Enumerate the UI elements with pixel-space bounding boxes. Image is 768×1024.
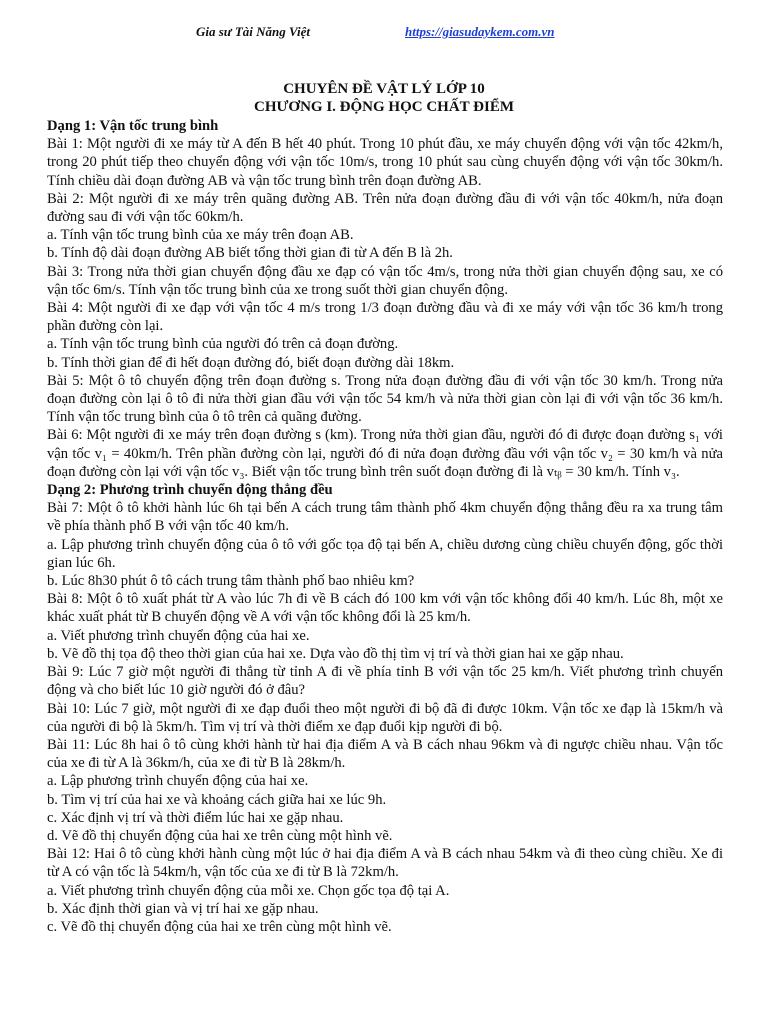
paragraph: Bài 4: Một người đi xe đạp với vận tốc 4 m/s trong 1/3 đoạn đường đầu và đi xe máy với vận tốc 36 km/h trong phần đường còn lại. — [47, 300, 723, 335]
paragraph: a. Tính vận tốc trung bình của người đó trên cả đoạn đường. — [47, 336, 399, 353]
chapter-title: CHƯƠNG I. ĐỘNG HỌC CHẤT ĐIỂM — [253, 99, 514, 115]
section-heading: Dạng 1: Vận tốc trung bình — [47, 118, 219, 134]
brand-name: Gia sư Tài Năng Việt — [196, 24, 310, 39]
paragraph: b. Tính thời gian để đi hết đoạn đường đó, biết đoạn đường dài 18km. — [47, 354, 455, 371]
paragraph: Bài 6: Một người đi xe máy trên đoạn đường s (km). Trong nửa thời gian đầu, người đó đi được đoạn đường s₁ với vận tốc v₁ = 40km/h. Trên phần đường còn lại, người đó đi nửa đoạn đường đầu với vận tốc v₂ = 30 km/h và nửa đoạn đường còn lại với vận tốc v₃. Biết vận tốc trung bình trên suốt đoạn đường đi là vₜᵦ = 30 km/h. Tính v₃. — [47, 427, 723, 480]
paragraph: c. Vẽ đồ thị chuyển động của hai xe trên cùng một hình vẽ. — [47, 918, 392, 935]
website-link[interactable]: https://giasudaykem.com.vn — [405, 24, 555, 39]
paragraph: a. Viết phương trình chuyển động của hai xe. — [47, 627, 310, 644]
paragraph: Bài 9: Lúc 7 giờ một người đi thẳng từ tỉnh A đi về phía tỉnh B với vận tốc 25 km/h. Viết phương trình chuyển động và cho biết lúc 10 giờ người đó ở đâu? — [47, 664, 723, 699]
paragraph: b. Lúc 8h30 phút ô tô cách trung tâm thành phố bao nhiêu km? — [47, 573, 415, 590]
paragraph: a. Lập phương trình chuyển động của hai xe. — [47, 773, 309, 790]
paragraph: b. Xác định thời gian và vị trí hai xe gặp nhau. — [47, 900, 319, 917]
document-title: CHUYÊN ĐỀ VẬT LÝ LỚP 10 — [283, 81, 485, 97]
paragraph: Bài 3: Trong nửa thời gian chuyển động đầu xe đạp có vận tốc 4m/s, trong nửa thời gian chuyển động sau, xe có vận tốc 6m/s. Tính vận tốc trung bình của xe trong suốt thời gian chuyển động. — [47, 263, 723, 298]
document-body — [47, 117, 723, 936]
section-heading: Dạng 2: Phương trình chuyển động thẳng đều — [47, 482, 333, 499]
page-header — [0, 24, 768, 48]
paragraph: c. Xác định vị trí và thời điểm lúc hai xe gặp nhau. — [47, 809, 344, 826]
paragraph: b. Tìm vị trí của hai xe và khoảng cách giữa hai xe lúc 9h. — [47, 791, 387, 808]
paragraph: a. Tính vận tốc trung bình của xe máy trên đoạn AB. — [47, 227, 354, 244]
document-title-block — [0, 80, 768, 116]
paragraph: a. Lập phương trình chuyển động của ô tô với gốc tọa độ tại bến A, chiều dương cùng chiều chuyển động, gốc thời gian lúc 6h. — [47, 536, 723, 571]
paragraph: d. Vẽ đồ thị chuyển động của hai xe trên cùng một hình vẽ. — [47, 827, 393, 844]
paragraph: Bài 7: Một ô tô khởi hành lúc 6h tại bến A cách trung tâm thành phố 4km chuyển động thẳng đều ra xa trung tâm về phía thành phố B với vận tốc 40 km/h. — [47, 500, 723, 535]
paragraph: Bài 12: Hai ô tô cùng khởi hành cùng một lúc ở hai địa điểm A và B cách nhau 54km và đi theo cùng chiều. Xe đi từ A có vận tốc là 54km/h, vận tốc của xe đi từ B là 72km/h. — [47, 846, 723, 881]
paragraph: Bài 1: Một người đi xe máy từ A đến B hết 40 phút. Trong 10 phút đầu, xe máy chuyển động với vận tốc 42km/h, trong 20 phút tiếp theo chuyển động với vận tốc 10m/s, trong 10 phút sau cùng chuyển động với vận tốc 30km/h. Tính chiều dài đoạn đường AB và vận tốc trung bình trên đoạn đường AB. — [47, 136, 723, 189]
paragraph: b. Tính độ dài đoạn đường AB biết tổng thời gian đi từ A đến B là 2h. — [47, 245, 453, 262]
paragraph: a. Viết phương trình chuyển động của mỗi xe. Chọn gốc tọa độ tại A. — [47, 882, 450, 899]
paragraph: b. Vẽ đồ thị tọa độ theo thời gian của hai xe. Dựa vào đồ thị tìm vị trí và thời gian hai xe gặp nhau. — [47, 645, 624, 662]
paragraph: Bài 5: Một ô tô chuyển động trên đoạn đường s. Trong nửa đoạn đường đầu đi với vận tốc 30 km/h. Trong nửa đoạn đường còn lại ô tô đi nửa thời gian đầu với vận tốc 54 km/h và nửa thời gian còn lại đi với vận tốc 36 km/h. Tính vận tốc trung bình của ô tô trên cả quãng đường. — [47, 372, 723, 426]
paragraph: Bài 11: Lúc 8h hai ô tô cùng khởi hành từ hai địa điểm A và B cách nhau 96km và đi ngược chiều nhau. Vận tốc của xe đi từ A là 36km/h, của xe đi từ B là 28km/h. — [47, 736, 723, 772]
paragraph: Bài 10: Lúc 7 giờ, một người đi xe đạp đuổi theo một người đi bộ đã đi được 10km. Vận tốc xe đạp là 15km/h và của người đi bộ là 5km/h. Tìm vị trí và thời điểm xe đạp đuổi kịp người đi bộ. — [47, 700, 723, 735]
paragraph: Bài 2: Một người đi xe máy trên quãng đường AB. Trên nửa đoạn đường đầu đi với vận tốc 40km/h, nửa đoạn đường sau đi với vận tốc 60km/h. — [47, 190, 723, 226]
paragraph: Bài 8: Một ô tô xuất phát từ A vào lúc 7h đi về B cách đó 100 km với vận tốc không đổi 40 km/h. Lúc 8h, một xe khác xuất phát từ B chuyển động về A với vận tốc không đổi là 25 km/h. — [47, 591, 723, 626]
